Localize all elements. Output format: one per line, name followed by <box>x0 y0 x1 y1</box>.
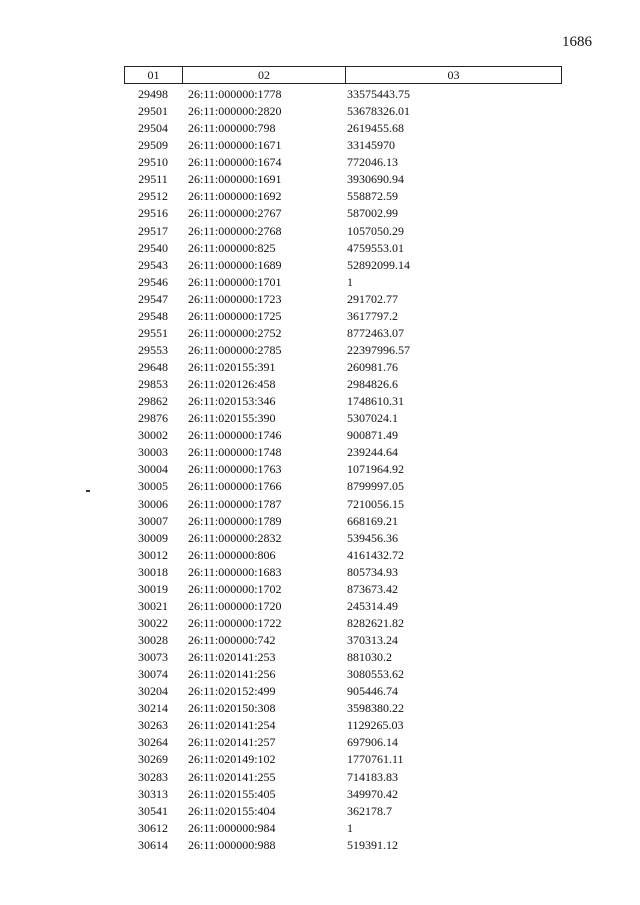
table-row <box>124 530 562 547</box>
table-cell-col-02: 26:11:000000:1683 <box>188 564 282 579</box>
table-cell-col-01: 30214 <box>138 701 168 716</box>
table-cell-col-01: 29501 <box>138 104 168 119</box>
table-row <box>124 666 562 683</box>
table-cell-col-01: 30007 <box>138 513 168 528</box>
table-row <box>124 632 562 649</box>
table-row <box>124 188 562 205</box>
table-row <box>124 649 562 666</box>
table-cell-col-03: 1129265.03 <box>347 718 404 733</box>
table-cell-col-03: 519391.12 <box>347 837 398 852</box>
table-row <box>124 86 562 103</box>
table-body <box>124 86 562 854</box>
table-cell-col-03: 3080553.62 <box>347 667 404 682</box>
table-cell-col-01: 29876 <box>138 411 168 426</box>
header-col-02: 02 <box>183 67 346 83</box>
table-cell-col-03: 772046.13 <box>347 155 398 170</box>
table-cell-col-01: 30019 <box>138 581 168 596</box>
table-cell-col-02: 26:11:000000:1723 <box>188 291 282 306</box>
table-cell-col-03: 539456.36 <box>347 530 398 545</box>
table-row <box>124 120 562 137</box>
table-cell-col-02: 26:11:000000:1789 <box>188 513 282 528</box>
table-cell-col-03: 587002.99 <box>347 206 398 221</box>
table-cell-col-03: 3930690.94 <box>347 172 404 187</box>
header-col-03: 03 <box>447 68 460 82</box>
table-row <box>124 615 562 632</box>
table-row <box>124 257 562 274</box>
table-header <box>124 66 562 84</box>
table-row <box>124 240 562 257</box>
table-row <box>124 393 562 410</box>
table-cell-col-02: 26:11:000000:2767 <box>188 206 282 221</box>
table-cell-col-02: 26:11:020155:404 <box>188 803 276 818</box>
table-cell-col-01: 30204 <box>138 684 168 699</box>
table-cell-col-02: 26:11:000000:825 <box>188 240 276 255</box>
table-cell-col-02: 26:11:000000:1702 <box>188 581 282 596</box>
table-cell-col-02: 26:11:000000:1766 <box>188 479 282 494</box>
table-row <box>124 769 562 786</box>
table-cell-col-03: 558872.59 <box>347 189 398 204</box>
table-cell-col-01: 30541 <box>138 803 168 818</box>
table-cell-col-01: 30004 <box>138 462 168 477</box>
table-row <box>124 205 562 222</box>
table-cell-col-03: 33575443.75 <box>347 87 410 102</box>
table-cell-col-03: 4161432.72 <box>347 547 404 562</box>
table-row <box>124 513 562 530</box>
table-cell-col-03: 1770761.11 <box>347 752 404 767</box>
table-cell-col-02: 26:11:020152:499 <box>188 684 276 699</box>
table-cell-col-02: 26:11:000000:1746 <box>188 428 282 443</box>
table-cell-col-02: 26:11:000000:2820 <box>188 104 282 119</box>
table-cell-col-02: 26:11:020126:458 <box>188 377 276 392</box>
table-row <box>124 547 562 564</box>
table-cell-col-02: 26:11:020141:256 <box>188 667 276 682</box>
table-row <box>124 291 562 308</box>
table-cell-col-03: 33145970 <box>347 138 395 153</box>
table-row <box>124 274 562 291</box>
table-cell-col-01: 30269 <box>138 752 168 767</box>
table-cell-col-02: 26:11:000000:2752 <box>188 325 282 340</box>
table-cell-col-03: 8799997.05 <box>347 479 404 494</box>
table-cell-col-02: 26:11:020141:257 <box>188 735 276 750</box>
table-cell-col-03: 52892099.14 <box>347 257 410 272</box>
table-cell-col-01: 30073 <box>138 650 168 665</box>
table-cell-col-01: 30003 <box>138 445 168 460</box>
table-cell-col-02: 26:11:000000:1787 <box>188 496 282 511</box>
table-cell-col-02: 26:11:000000:1763 <box>188 462 282 477</box>
table-cell-col-03: 291702.77 <box>347 291 398 306</box>
table-cell-col-01: 29511 <box>138 172 168 187</box>
table-cell-col-01: 30612 <box>138 820 168 835</box>
table-cell-col-02: 26:11:000000:2785 <box>188 342 282 357</box>
table-cell-col-03: 668169.21 <box>347 513 398 528</box>
table-row <box>124 325 562 342</box>
table-cell-col-02: 26:11:020149:102 <box>188 752 276 767</box>
table-cell-col-02: 26:11:000000:798 <box>188 121 276 136</box>
table-cell-col-01: 29498 <box>138 87 168 102</box>
table-cell-col-03: 1 <box>347 274 353 289</box>
table-cell-col-01: 29510 <box>138 155 168 170</box>
table-cell-col-02: 26:11:000000:1701 <box>188 274 282 289</box>
table-cell-col-01: 30263 <box>138 718 168 733</box>
table-cell-col-03: 3598380.22 <box>347 701 404 716</box>
table-cell-col-03: 697906.14 <box>347 735 398 750</box>
table-cell-col-02: 26:11:000000:1689 <box>188 257 282 272</box>
table-cell-col-03: 1071964.92 <box>347 462 404 477</box>
table-cell-col-03: 8282621.82 <box>347 615 404 630</box>
table-row <box>124 461 562 478</box>
table-row <box>124 171 562 188</box>
table-cell-col-01: 30028 <box>138 633 168 648</box>
table-row <box>124 308 562 325</box>
table-cell-col-01: 30313 <box>138 786 168 801</box>
table-row <box>124 496 562 513</box>
table-cell-col-03: 7210056.15 <box>347 496 404 511</box>
table-cell-col-01: 30005 <box>138 479 168 494</box>
table-row <box>124 717 562 734</box>
table-cell-col-02: 26:11:020141:254 <box>188 718 276 733</box>
table-row <box>124 598 562 615</box>
table-cell-col-03: 5307024.1 <box>347 411 398 426</box>
table-cell-col-02: 26:11:020155:405 <box>188 786 276 801</box>
table-cell-col-03: 22397996.57 <box>347 342 410 357</box>
table-cell-col-01: 29546 <box>138 274 168 289</box>
table-cell-col-03: 1748610.31 <box>347 394 404 409</box>
table-cell-col-01: 29509 <box>138 138 168 153</box>
table-row <box>124 103 562 120</box>
table-cell-col-02: 26:11:020155:391 <box>188 360 276 375</box>
table-cell-col-01: 29853 <box>138 377 168 392</box>
table-cell-col-01: 29512 <box>138 189 168 204</box>
table-cell-col-03: 873673.42 <box>347 581 398 596</box>
table-cell-col-01: 29553 <box>138 342 168 357</box>
table-cell-col-03: 53678326.01 <box>347 104 410 119</box>
table-cell-col-02: 26:11:000000:1671 <box>188 138 282 153</box>
table-cell-col-02: 26:11:000000:806 <box>188 547 276 562</box>
table-cell-col-02: 26:11:000000:2832 <box>188 530 282 545</box>
table-cell-col-03: 805734.93 <box>347 564 398 579</box>
table-row <box>124 581 562 598</box>
table-row <box>124 820 562 837</box>
table-row <box>124 376 562 393</box>
table-row <box>124 410 562 427</box>
table-row <box>124 154 562 171</box>
table-cell-col-03: 8772463.07 <box>347 325 404 340</box>
table-cell-col-01: 30006 <box>138 496 168 511</box>
page-number: 1686 <box>562 34 592 50</box>
table-cell-col-01: 29547 <box>138 291 168 306</box>
table-row <box>124 444 562 461</box>
table-cell-col-03: 4759553.01 <box>347 240 404 255</box>
table-cell-col-01: 29551 <box>138 325 168 340</box>
table-cell-col-03: 239244.64 <box>347 445 398 460</box>
table-cell-col-01: 29648 <box>138 360 168 375</box>
table-row <box>124 564 562 581</box>
table-cell-col-02: 26:11:020141:255 <box>188 769 276 784</box>
table-row <box>124 700 562 717</box>
table-cell-col-01: 30002 <box>138 428 168 443</box>
table-cell-col-02: 26:11:020141:253 <box>188 650 276 665</box>
table-cell-col-01: 29516 <box>138 206 168 221</box>
table-row <box>124 137 562 154</box>
table-cell-col-02: 26:11:000000:1674 <box>188 155 282 170</box>
table-cell-col-02: 26:11:020155:390 <box>188 411 276 426</box>
table-cell-col-02: 26:11:000000:2768 <box>188 223 282 238</box>
table-cell-col-01: 30018 <box>138 564 168 579</box>
table-cell-col-02: 26:11:000000:742 <box>188 633 276 648</box>
table-row <box>124 751 562 768</box>
table-cell-col-01: 30074 <box>138 667 168 682</box>
table-cell-col-02: 26:11:000000:1720 <box>188 598 282 613</box>
table-row <box>124 478 562 495</box>
table-cell-col-03: 2619455.68 <box>347 121 404 136</box>
table-cell-col-01: 30009 <box>138 530 168 545</box>
table-cell-col-01: 30614 <box>138 837 168 852</box>
table-row <box>124 223 562 240</box>
table-cell-col-01: 29540 <box>138 240 168 255</box>
stray-mark <box>86 490 90 492</box>
table-row <box>124 803 562 820</box>
table-cell-col-03: 362178.7 <box>347 803 392 818</box>
table-cell-col-02: 26:11:000000:1722 <box>188 615 282 630</box>
table-cell-col-01: 30283 <box>138 769 168 784</box>
table-cell-col-02: 26:11:000000:988 <box>188 837 276 852</box>
table-cell-col-01: 30021 <box>138 598 168 613</box>
table-cell-col-01: 29862 <box>138 394 168 409</box>
table-cell-col-01: 29517 <box>138 223 168 238</box>
table-cell-col-01: 29543 <box>138 257 168 272</box>
table-cell-col-03: 2984826.6 <box>347 377 398 392</box>
header-col-01: 01 <box>125 67 183 83</box>
table-row <box>124 683 562 700</box>
table-cell-col-02: 26:11:000000:1748 <box>188 445 282 460</box>
table-cell-col-03: 900871.49 <box>347 428 398 443</box>
table-cell-col-02: 26:11:000000:1691 <box>188 172 282 187</box>
table-cell-col-01: 30264 <box>138 735 168 750</box>
table-cell-col-01: 29504 <box>138 121 168 136</box>
table-row <box>124 734 562 751</box>
table-cell-col-03: 245314.49 <box>347 598 398 613</box>
table-cell-col-03: 905446.74 <box>347 684 398 699</box>
table-cell-col-03: 370313.24 <box>347 633 398 648</box>
table-cell-col-03: 349970.42 <box>347 786 398 801</box>
table-cell-col-02: 26:11:000000:1778 <box>188 87 282 102</box>
table-row <box>124 342 562 359</box>
table-cell-col-03: 714183.83 <box>347 769 398 784</box>
table-row <box>124 837 562 854</box>
table-cell-col-03: 260981.76 <box>347 360 398 375</box>
table-cell-col-01: 30022 <box>138 615 168 630</box>
table-cell-col-01: 29548 <box>138 308 168 323</box>
table-cell-col-02: 26:11:000000:1692 <box>188 189 282 204</box>
table-row <box>124 359 562 376</box>
table-cell-col-02: 26:11:020150:308 <box>188 701 276 716</box>
table-row <box>124 786 562 803</box>
table-cell-col-02: 26:11:000000:1725 <box>188 308 282 323</box>
table-cell-col-03: 1 <box>347 820 353 835</box>
table-cell-col-03: 1057050.29 <box>347 223 404 238</box>
table-cell-col-01: 30012 <box>138 547 168 562</box>
table-cell-col-02: 26:11:020153:346 <box>188 394 276 409</box>
table-cell-col-03: 3617797.2 <box>347 308 398 323</box>
table-cell-col-02: 26:11:000000:984 <box>188 820 276 835</box>
table-row <box>124 427 562 444</box>
table-cell-col-03: 881030.2 <box>347 650 392 665</box>
